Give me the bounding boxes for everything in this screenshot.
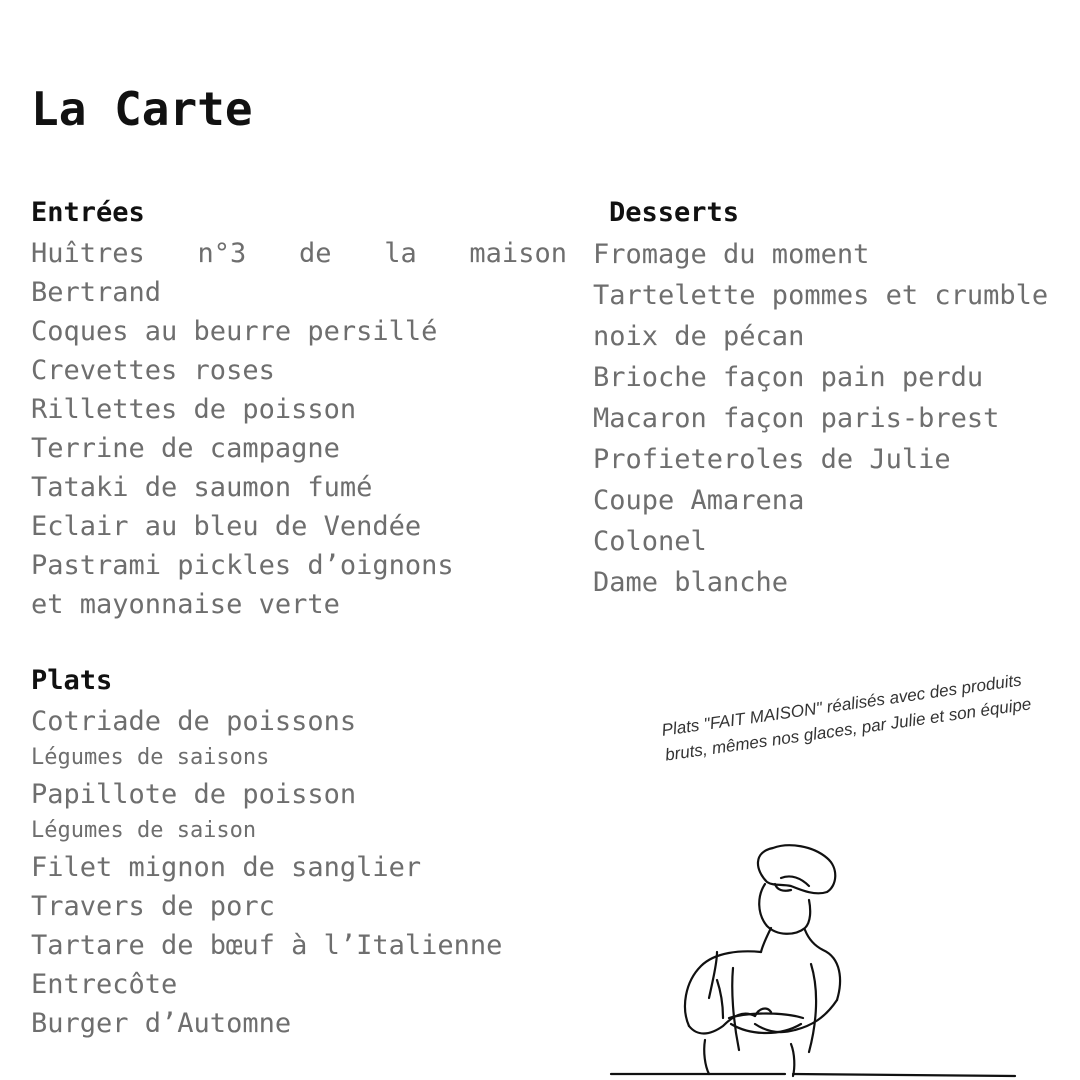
plats-heading: Plats xyxy=(31,665,113,696)
plats-item: Tartare de bœuf à l’Italienne xyxy=(31,930,503,961)
desserts-list xyxy=(593,234,1048,603)
desserts-item: noix de pécan xyxy=(593,321,805,352)
plats-side-dish: Légumes de saison xyxy=(31,818,257,843)
entrees-item-first xyxy=(31,234,567,273)
plats-item: Filet mignon de sanglier xyxy=(31,852,422,883)
desserts-item: Tartelette pommes et crumble xyxy=(593,280,1049,311)
desserts-item: Coupe Amarena xyxy=(593,485,805,516)
entrees-item: Crevettes roses xyxy=(31,355,275,386)
plats-side-dish: Légumes de saisons xyxy=(31,745,270,770)
homemade-note: Plats "FAIT MAISON" réalisés avec des produits bruts, mêmes nos glaces, par Julie et son équipe xyxy=(660,670,1033,765)
plats-item: Entrecôte xyxy=(31,969,178,1000)
desserts-item: Dame blanche xyxy=(593,567,789,598)
plats-item: Travers de porc xyxy=(31,891,275,922)
entrees-first-word: Huîtres xyxy=(31,238,145,269)
entrees-first-word: maison xyxy=(469,238,567,269)
page-title: La Carte xyxy=(31,82,253,136)
desserts-item: Fromage du moment xyxy=(593,239,870,270)
entrees-heading: Entrées xyxy=(31,197,145,228)
entrees-item: et mayonnaise verte xyxy=(31,589,340,620)
desserts-heading: Desserts xyxy=(609,197,740,228)
desserts-item: Macaron façon paris-brest xyxy=(593,403,1000,434)
plats-item: Burger d’Automne xyxy=(31,1008,292,1039)
plats-item: Papillote de poisson xyxy=(31,779,357,810)
entrees-item: Eclair au bleu de Vendée xyxy=(31,511,422,542)
entrees-item: Coques au beurre persillé xyxy=(31,316,438,347)
entrees-first-word: de xyxy=(298,238,332,269)
desserts-item: Colonel xyxy=(593,526,707,557)
entrees-item: Rillettes de poisson xyxy=(31,394,357,425)
entrees-first-word: la xyxy=(384,238,417,269)
entrees-item: Pastrami pickles d’oignons xyxy=(31,550,454,581)
desserts-item: Brioche façon pain perdu xyxy=(593,362,984,393)
entrees-item: Tataki de saumon fumé xyxy=(31,472,373,503)
entrees-list xyxy=(31,234,567,624)
chef-illustration xyxy=(605,840,1025,1080)
desserts-item: Profieteroles de Julie xyxy=(593,444,951,475)
plats-list xyxy=(31,702,502,1043)
plats-item: Cotriade de poissons xyxy=(31,706,357,737)
entrees-item: Bertrand xyxy=(31,277,162,308)
entrees-item: Terrine de campagne xyxy=(31,433,340,464)
entrees-first-word: n°3 xyxy=(197,238,247,269)
